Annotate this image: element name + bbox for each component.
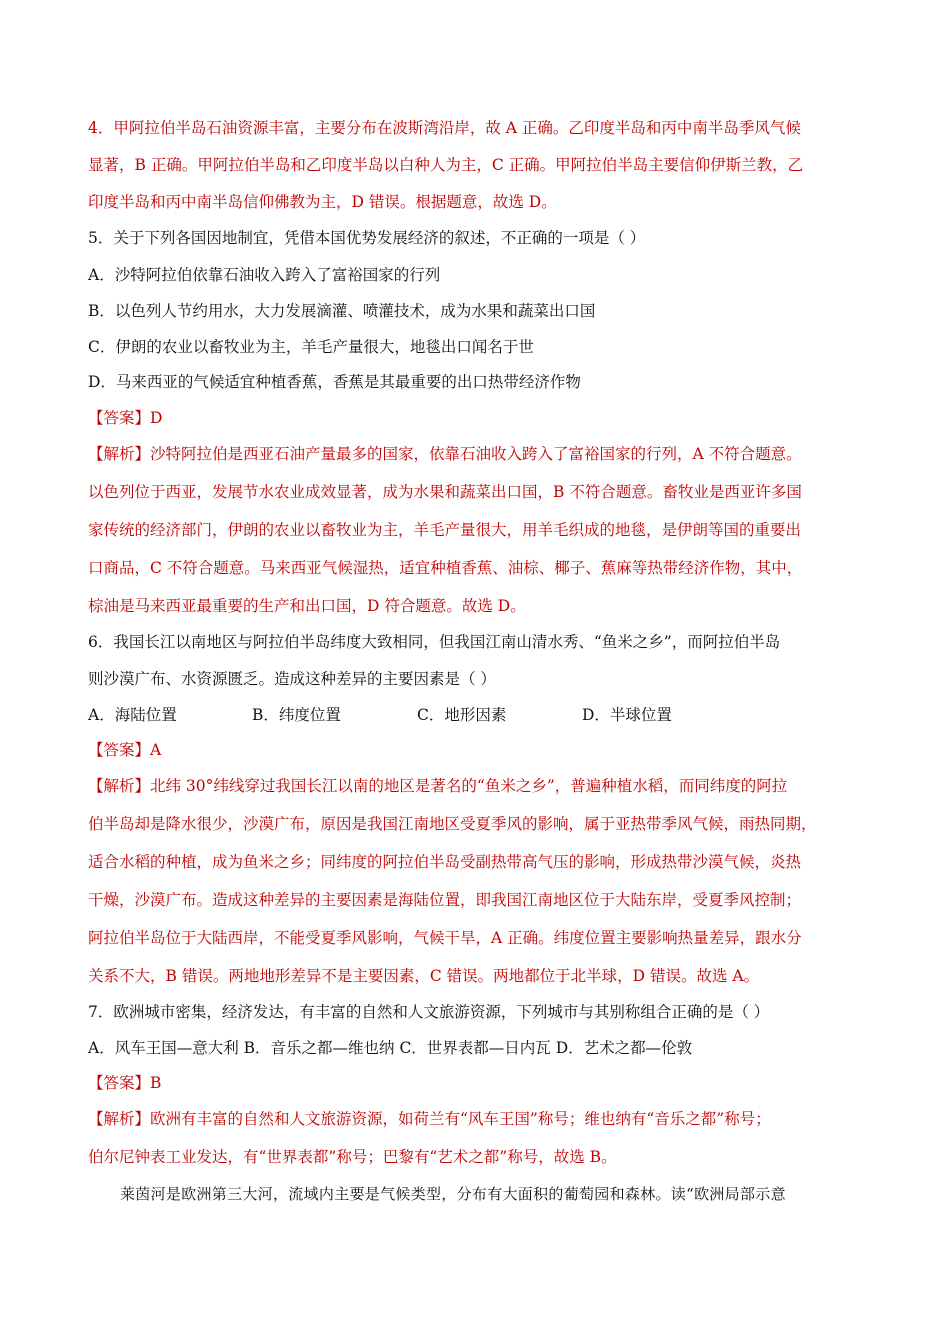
q5-analysis-line: 棕油是马来西亚最重要的生产和出口国，D 符合题意。故选 D。 xyxy=(88,597,526,615)
q6-option-d: D．半球位置 xyxy=(582,706,672,724)
q6-stem-line: 则沙漠广布、水资源匮乏。造成这种差异的主要因素是（ ） xyxy=(88,670,496,688)
q4-analysis-line: 显著，B 正确。甲阿拉伯半岛和乙印度半岛以白种人为主，C 正确。甲阿拉伯半岛主要信仰伊斯兰教，乙 xyxy=(88,156,804,174)
q6-option-a: A．海陆位置 xyxy=(88,706,177,724)
q7-answer: 【答案】B xyxy=(88,1074,162,1092)
q5-analysis-line: 以色列位于西亚，发展节水农业成效显著，成为水果和蔬菜出口国，B 不符合题意。畜牧业是西亚许多国 xyxy=(88,483,802,501)
q6-analysis-line: 阿拉伯半岛位于大陆西岸，不能受夏季风影响，气候干旱，A 正确。纬度位置主要影响热量差异，跟水分 xyxy=(88,929,802,947)
q4-analysis-line: 4．甲阿拉伯半岛石油资源丰富，主要分布在波斯湾沿岸，故 A 正确。乙印度半岛和丙中南半岛季风气候 xyxy=(88,119,801,137)
q6-stem-line: 6．我国长江以南地区与阿拉伯半岛纬度大致相同，但我国江南山清水秀、“鱼米之乡”，而阿拉伯半岛 xyxy=(88,633,781,651)
q6-analysis-line: 【解析】北纬 30°纬线穿过我国长江以南的地区是著名的“鱼米之乡”，普遍种植水稻，而同纬度的阿拉 xyxy=(88,777,788,795)
q4-analysis-line: 印度半岛和丙中南半岛信仰佛教为主，D 错误。根据题意，故选 D。 xyxy=(88,193,557,211)
q5-option-d: D．马来西亚的气候适宜种植香蕉，香蕉是其最重要的出口热带经济作物 xyxy=(88,373,581,391)
q6-analysis-line: 适合水稻的种植，成为鱼米之乡；同纬度的阿拉伯半岛受副热带高气压的影响，形成热带沙漠气候，炎热 xyxy=(88,853,802,871)
q6-option-b: B．纬度位置 xyxy=(252,706,341,724)
q6-answer: 【答案】A xyxy=(88,741,162,759)
q7-options: A．风车王国—意大利 B．音乐之都—维也纳 C．世界表都—日内瓦 D．艺术之都—伦敦 xyxy=(88,1039,693,1057)
q6-option-c: C．地形因素 xyxy=(417,706,507,724)
q5-analysis-line: 家传统的经济部门，伊朗的农业以畜牧业为主，羊毛产量很大，用羊毛织成的地毯，是伊朗等国的重要出 xyxy=(88,521,802,539)
q5-option-c: C．伊朗的农业以畜牧业为主，羊毛产量很大，地毯出口闻名于世 xyxy=(88,338,534,356)
q5-analysis-line: 【解析】沙特阿拉伯是西亚石油产量最多的国家，依靠石油收入跨入了富裕国家的行列，A 不符合题意。 xyxy=(88,445,802,463)
q5-option-b: B．以色列人节约用水，大力发展滴灌、喷灌技术，成为水果和蔬菜出口国 xyxy=(88,302,596,320)
q7-analysis-line: 伯尔尼钟表工业发达，有“世界表都”称号；巴黎有“艺术之都”称号，故选 B。 xyxy=(88,1148,617,1166)
q7-stem: 7．欧洲城市密集，经济发达，有丰富的自然和人文旅游资源，下列城市与其别称组合正确的是（ ） xyxy=(88,1003,770,1021)
q6-analysis-line: 伯半岛却是降水很少，沙漠广布，原因是我国江南地区受夏季风的影响，属于亚热带季风气候，雨热同期， xyxy=(88,815,817,833)
q5-answer: 【答案】D xyxy=(88,409,163,427)
q7-analysis-line: 【解析】欧洲有丰富的自然和人文旅游资源，如荷兰有“风车王国”称号；维也纳有“音乐之都”称号； xyxy=(88,1110,771,1128)
q6-analysis-line: 干燥，沙漠广布。造成这种差异的主要因素是海陆位置，即我国江南地区位于大陆东岸，受夏季风控制； xyxy=(88,891,802,909)
q6-options-row xyxy=(88,703,708,727)
q6-analysis-line: 关系不大，B 错误。两地地形差异不是主要因素，C 错误。两地都位于北半球，D 错误。故选 A。 xyxy=(88,967,760,985)
q5-analysis-line: 口商品，C 不符合题意。马来西亚气候湿热，适宜种植香蕉、油棕、椰子、蕉麻等热带经济作物，其中， xyxy=(88,559,803,577)
q5-option-a: A．沙特阿拉伯依靠石油收入跨入了富裕国家的行列 xyxy=(88,266,441,284)
q5-stem: 5．关于下列各国因地制宜，凭借本国优势发展经济的叙述，不正确的一项是（ ） xyxy=(88,229,646,247)
passage-text: 莱茵河是欧洲第三大河，流域内主要是气候类型，分布有大面积的葡萄园和森林。读“欧洲局部示意 xyxy=(120,1185,786,1203)
